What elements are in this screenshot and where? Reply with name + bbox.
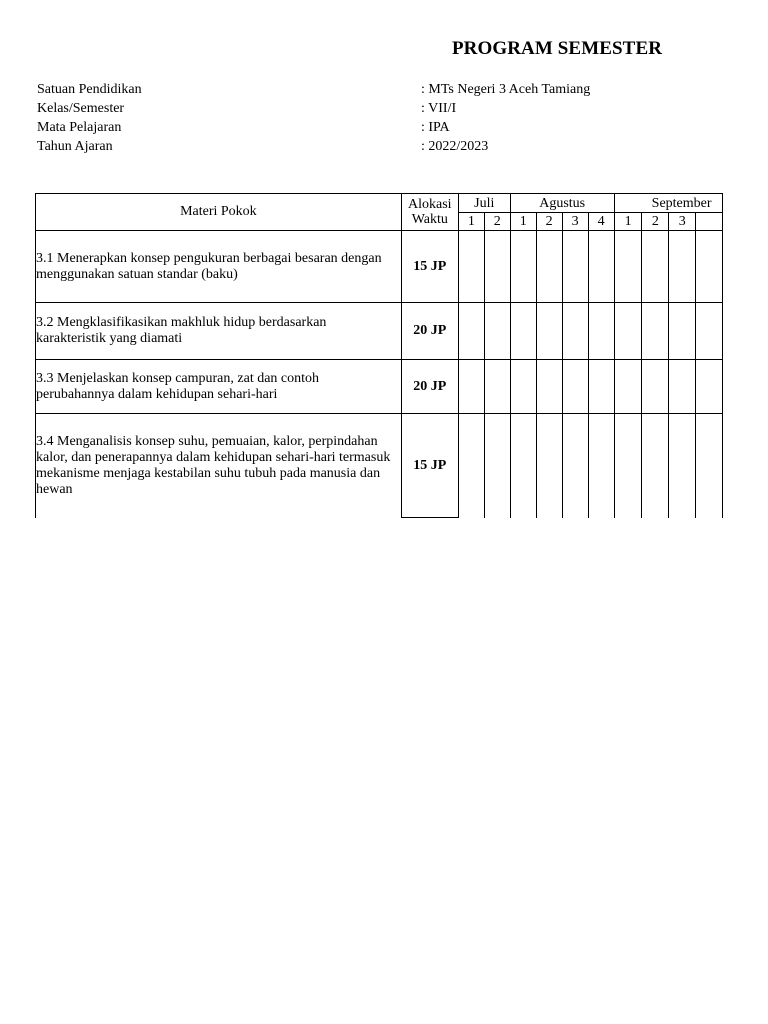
semester-table (35, 193, 723, 518)
materi-cell: 3.2 Mengklasifikasikan makhluk hidup berdasarkan karakteristik yang diamati (36, 303, 402, 360)
materi-cell: 3.1 Menerapkan konsep pengukuran berbagai besaran dengan menggunakan satuan standar (baku) (36, 231, 402, 303)
week-agustus-1: 1 (510, 213, 536, 231)
week-september-1: 1 (614, 213, 642, 231)
month-september: September (614, 194, 722, 213)
week-agustus-4: 4 (588, 213, 614, 231)
info-label: Kelas/Semester (37, 101, 125, 116)
materi-cell: 3.4 Menganalisis konsep suhu, pemuaian, kalor, perpindahan kalor, dan penerapannya dalam kehidupan sehari-hari termasuk mekanisme menjaga kestabilan suhu tubuh pada manusia dan hewan (36, 414, 402, 518)
week-september-3: 3 (669, 213, 696, 231)
week-september-4 (696, 213, 723, 231)
info-label: Tahun Ajaran (37, 139, 113, 154)
week-september-2: 2 (642, 213, 669, 231)
header-materi-pokok: Materi Pokok (36, 194, 402, 231)
alokasi-cell: 15 JP (401, 231, 458, 303)
semester-table-container (35, 193, 723, 523)
alokasi-cell: 20 JP (401, 303, 458, 360)
info-value: : 2022/2023 (421, 139, 489, 154)
header-alokasi-waktu (401, 194, 458, 231)
header-alokasi-line2: Waktu (411, 212, 448, 227)
table-row (36, 360, 723, 414)
table-row (36, 414, 723, 518)
info-label: Satuan Pendidikan (37, 82, 142, 97)
info-label: Mata Pelajaran (37, 120, 122, 135)
week-juli-1: 1 (458, 213, 484, 231)
materi-cell: 3.3 Menjelaskan konsep campuran, zat dan contoh perubahannya dalam kehidupan sehari-hari (36, 360, 402, 414)
info-value: : VII/I (421, 101, 457, 116)
week-agustus-2: 2 (536, 213, 562, 231)
table-header-row (36, 194, 723, 213)
alokasi-cell: 15 JP (401, 414, 458, 518)
week-agustus-3: 3 (562, 213, 588, 231)
page-title: PROGRAM SEMESTER (451, 38, 663, 59)
info-value: : MTs Negeri 3 Aceh Tamiang (421, 82, 591, 97)
month-agustus: Agustus (510, 194, 614, 213)
table-row (36, 303, 723, 360)
alokasi-cell: 20 JP (401, 360, 458, 414)
header-alokasi-line1: Alokasi (408, 197, 452, 212)
info-value: : IPA (421, 120, 450, 135)
week-juli-2: 2 (484, 213, 510, 231)
month-juli: Juli (458, 194, 510, 213)
table-row (36, 231, 723, 303)
